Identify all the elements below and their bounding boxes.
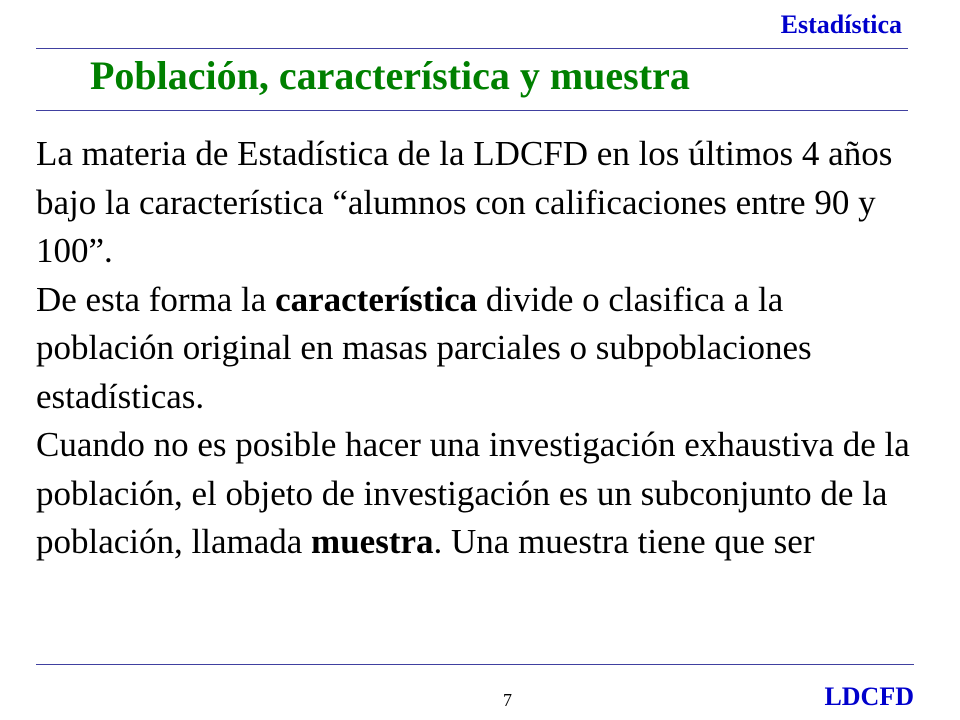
footer-label: LDCFD xyxy=(824,682,914,711)
body-paragraph-3 xyxy=(36,421,916,567)
paragraph-2-rest: divide o clasifica a la población original en masas parciales o subpoblaciones estadísticas. xyxy=(36,279,812,416)
body-paragraph-2 xyxy=(36,276,916,422)
paragraph-3-rest: . Una muestra tiene que ser xyxy=(433,522,815,561)
paragraph-2-lead: De esta forma la xyxy=(36,279,276,319)
term-caracteristica: característica xyxy=(275,279,478,319)
paragraph-3-lead: Cuando no es posible hacer una investigación exhaustiva de la población, el objeto de investigación es un subconjunto de la población, llamada xyxy=(36,425,910,561)
header-label: Estadística xyxy=(780,10,902,39)
footer-divider xyxy=(36,664,914,665)
term-muestra: muestra xyxy=(311,522,434,561)
slide-body xyxy=(36,130,916,567)
slide-title: Población, característica y muestra xyxy=(90,53,690,98)
body-paragraph-1: La materia de Estadística de la LDCFD en los últimos 4 años bajo la característica “alumnos con calificaciones entre 90 y 100”. xyxy=(36,134,893,270)
top-divider xyxy=(36,48,908,49)
page-number: 7 xyxy=(503,690,512,710)
title-divider xyxy=(36,110,908,111)
